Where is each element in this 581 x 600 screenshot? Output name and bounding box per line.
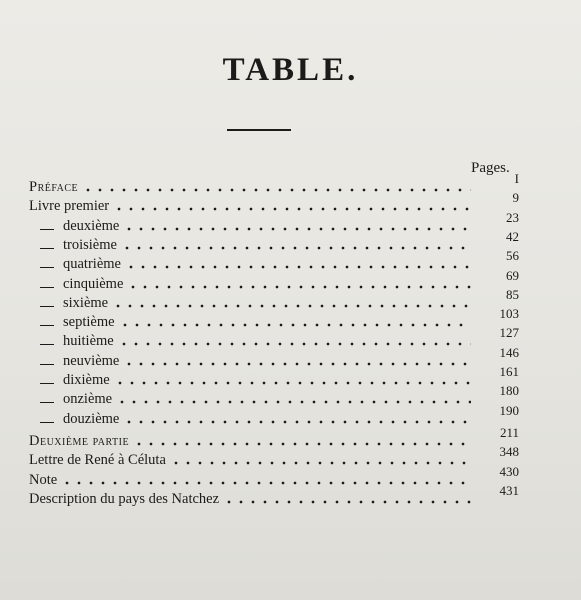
dot-leader (114, 381, 471, 385)
toc-entry-label: neuvième (63, 352, 120, 369)
toc-entry-page: 85 (506, 286, 519, 302)
toc-entry (29, 190, 519, 215)
dot-leader (116, 400, 471, 404)
toc-entry-label: huitième (63, 333, 114, 350)
page-title: TABLE. (222, 52, 359, 88)
toc-entry-page: 431 (499, 482, 519, 498)
toc-entry (29, 463, 519, 489)
toc-entry-page: 146 (499, 344, 519, 360)
toc-entry (40, 209, 519, 235)
title-rule (227, 129, 291, 131)
toc-entry (40, 402, 519, 428)
toc-entry-page: 430 (499, 463, 519, 479)
ditto-dash (40, 427, 54, 428)
pages-column-header: Pages. (471, 160, 510, 176)
toc-entry (40, 306, 519, 331)
toc-entry-label: Note (29, 471, 58, 488)
dot-leader (133, 442, 471, 446)
toc-entry-label: cinquième (63, 275, 124, 292)
toc-entry-page: 23 (506, 209, 519, 225)
dot-leader (118, 342, 471, 346)
toc-entry-label: douzième (63, 410, 120, 427)
toc-entry-label: Description du pays des Natchez (29, 490, 220, 507)
toc-entry-label: dixième (63, 372, 110, 388)
toc-entry-label: onzième (63, 391, 113, 408)
dot-leader (223, 500, 471, 504)
dot-leader (121, 246, 471, 250)
toc-entry-page: 69 (506, 267, 519, 283)
toc-entry (40, 364, 519, 389)
toc-entry-label: Deuxième partie (29, 432, 130, 449)
toc-entry (40, 383, 519, 408)
toc-entry-page: 42 (506, 228, 519, 244)
toc-entry-label: troisième (63, 236, 117, 253)
toc-entry-page: 190 (499, 402, 519, 418)
toc-entry-page: 211 (499, 424, 519, 440)
dot-leader (113, 207, 471, 211)
toc-entry (40, 286, 519, 312)
toc-entry (29, 171, 519, 196)
dot-leader (112, 304, 471, 308)
toc-entry-page: 348 (499, 444, 519, 460)
dot-leader (125, 265, 471, 269)
toc-entry-page: 9 (512, 190, 519, 206)
toc-entry-label: deuxième (63, 217, 120, 234)
dot-leader (123, 362, 471, 366)
toc-entry-label: Livre premier (29, 198, 110, 215)
toc-entry-label: sixième (63, 294, 109, 311)
toc-entry-page: 180 (499, 383, 519, 399)
toc-entry-label: Préface (29, 179, 79, 195)
dot-leader (127, 285, 471, 289)
toc-entry-page: 127 (499, 325, 519, 341)
dot-leader (170, 461, 471, 465)
toc-entry (40, 344, 519, 370)
toc-entry-label: septième (63, 314, 115, 331)
toc-entry (40, 325, 519, 350)
toc-entry-page: I (514, 171, 519, 186)
toc-entry (29, 444, 519, 469)
toc-entry (40, 228, 519, 254)
toc-entry-label: quatrième (63, 256, 121, 273)
dot-leader (61, 481, 471, 485)
toc-entry-page: 56 (506, 248, 519, 264)
dot-leader (119, 323, 471, 327)
toc-entry-label: Lettre de René à Céluta (29, 452, 166, 469)
dot-leader (82, 188, 471, 192)
dot-leader (123, 227, 471, 231)
toc-entry (29, 482, 519, 508)
toc-entry-page: 161 (499, 364, 519, 379)
toc-entry-page: 103 (499, 306, 519, 322)
dot-leader (123, 420, 471, 424)
toc-entry (29, 424, 519, 450)
toc-entry (40, 248, 519, 273)
toc-entry (40, 267, 519, 293)
